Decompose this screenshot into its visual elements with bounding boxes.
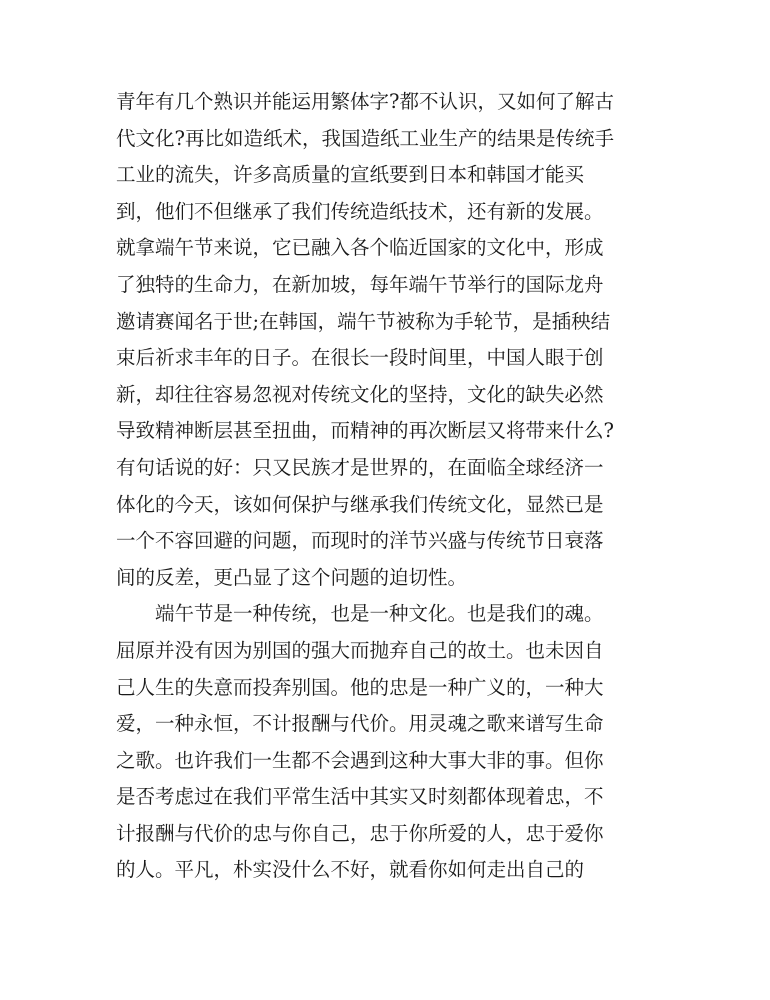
text-line: 有句话说的好：只又民族才是世界的，在面临全球经济一 xyxy=(116,455,604,479)
text-line: 代文化?再比如造纸术，我国造纸工业生产的结果是传统手 xyxy=(116,126,614,150)
text-line: 青年有几个熟识并能运用繁体字?都不认识，又如何了解古 xyxy=(116,90,614,113)
text-line: 一个不容回避的问题，而现时的洋节兴盛与传统节日衰落 xyxy=(116,529,604,553)
text-line: 就拿端午节来说，它已融入各个临近国家的文化中，形成 xyxy=(116,236,604,260)
text-line: 屈原并没有因为别国的强大而抛弃自己的故土。也未因自 xyxy=(116,638,604,662)
text-line: 的人。平凡，朴实没什么不好，就看你如何走出自己的 xyxy=(116,858,585,882)
text-line: 体化的今天，该如何保护与继承我们传统文化，显然已是 xyxy=(116,492,604,516)
text-line: 束后祈求丰年的日子。在很长一段时间里，中国人眼于创 xyxy=(116,346,604,370)
text-line: 爱，一种永恒，不计报酬与代价。用灵魂之歌来谱写生命 xyxy=(116,712,604,736)
text-line: 间的反差，更凸显了这个问题的迫切性。 xyxy=(116,565,468,589)
text-line: 工业的流失，许多高质量的宣纸要到日本和韩国才能买 xyxy=(116,163,585,187)
text-line: 邀请赛闻名于世;在韩国，端午节被称为手轮节，是插秧结 xyxy=(116,309,611,333)
text-line: 己人生的失意而投奔别国。他的忠是一种广义的，一种大 xyxy=(116,675,604,699)
body-text xyxy=(116,84,666,889)
text-line: 计报酬与代价的忠与你自己，忠于你所爱的人，忠于爱你 xyxy=(116,821,604,845)
text-line: 了独特的生命力，在新加坡，每年端午节举行的国际龙舟 xyxy=(116,272,604,296)
text-line: 之歌。也许我们一生都不会遇到这种大事大非的事。但你 xyxy=(116,748,604,772)
text-line: 是否考虑过在我们平常生活中其实又时刻都体现着忠，不 xyxy=(116,785,604,809)
text-line: 新，却往往容易忽视对传统文化的坚持，文化的缺失必然 xyxy=(116,382,604,406)
text-line: 导致精神断层甚至扭曲，而精神的再次断层又将带来什么? xyxy=(116,419,614,443)
paragraph-first-line: 端午节是一种传统，也是一种文化。也是我们的魂。 xyxy=(155,602,604,626)
text-line: 到，他们不但继承了我们传统造纸技术，还有新的发展。 xyxy=(116,199,604,223)
